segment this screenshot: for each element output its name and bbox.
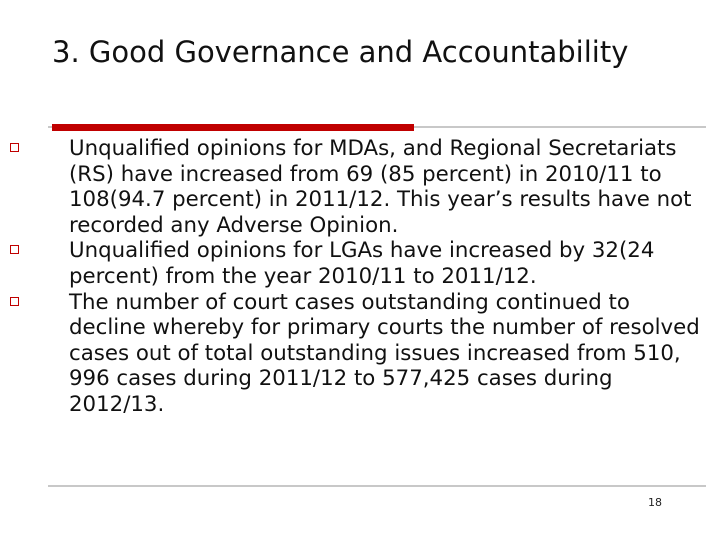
slide-title: 3. Good Governance and Accountability	[52, 35, 629, 69]
bullet-text: Unqualified opinions for LGAs have increased by 32(24 percent) from the year 2010/11 to 2011/12.	[69, 238, 655, 289]
square-bullet-icon	[10, 245, 19, 254]
square-bullet-icon	[10, 143, 19, 152]
bullet-item	[0, 238, 720, 289]
page-number: 18	[648, 496, 662, 509]
bullet-list	[0, 136, 720, 418]
title-accent-bar	[52, 124, 414, 131]
footer-divider-line	[48, 485, 706, 487]
bullet-text: The number of court cases outstanding continued to decline whereby for primary courts the number of resolved cases out of total outstanding issues increased from 510, 996 cases during 2011/12 to 577,425 cases during 2012/13.	[69, 289, 700, 417]
bullet-text: Unqualified opinions for MDAs, and Regional Secretariats (RS) have increased from 69 (85 percent) in 2010/11 to 108(94.7 percent) in 2011/12. This year’s results have not recorded any Adverse Opinion.	[69, 136, 692, 238]
bullet-item	[0, 290, 720, 418]
bullet-item	[0, 136, 720, 238]
square-bullet-icon	[10, 297, 19, 306]
